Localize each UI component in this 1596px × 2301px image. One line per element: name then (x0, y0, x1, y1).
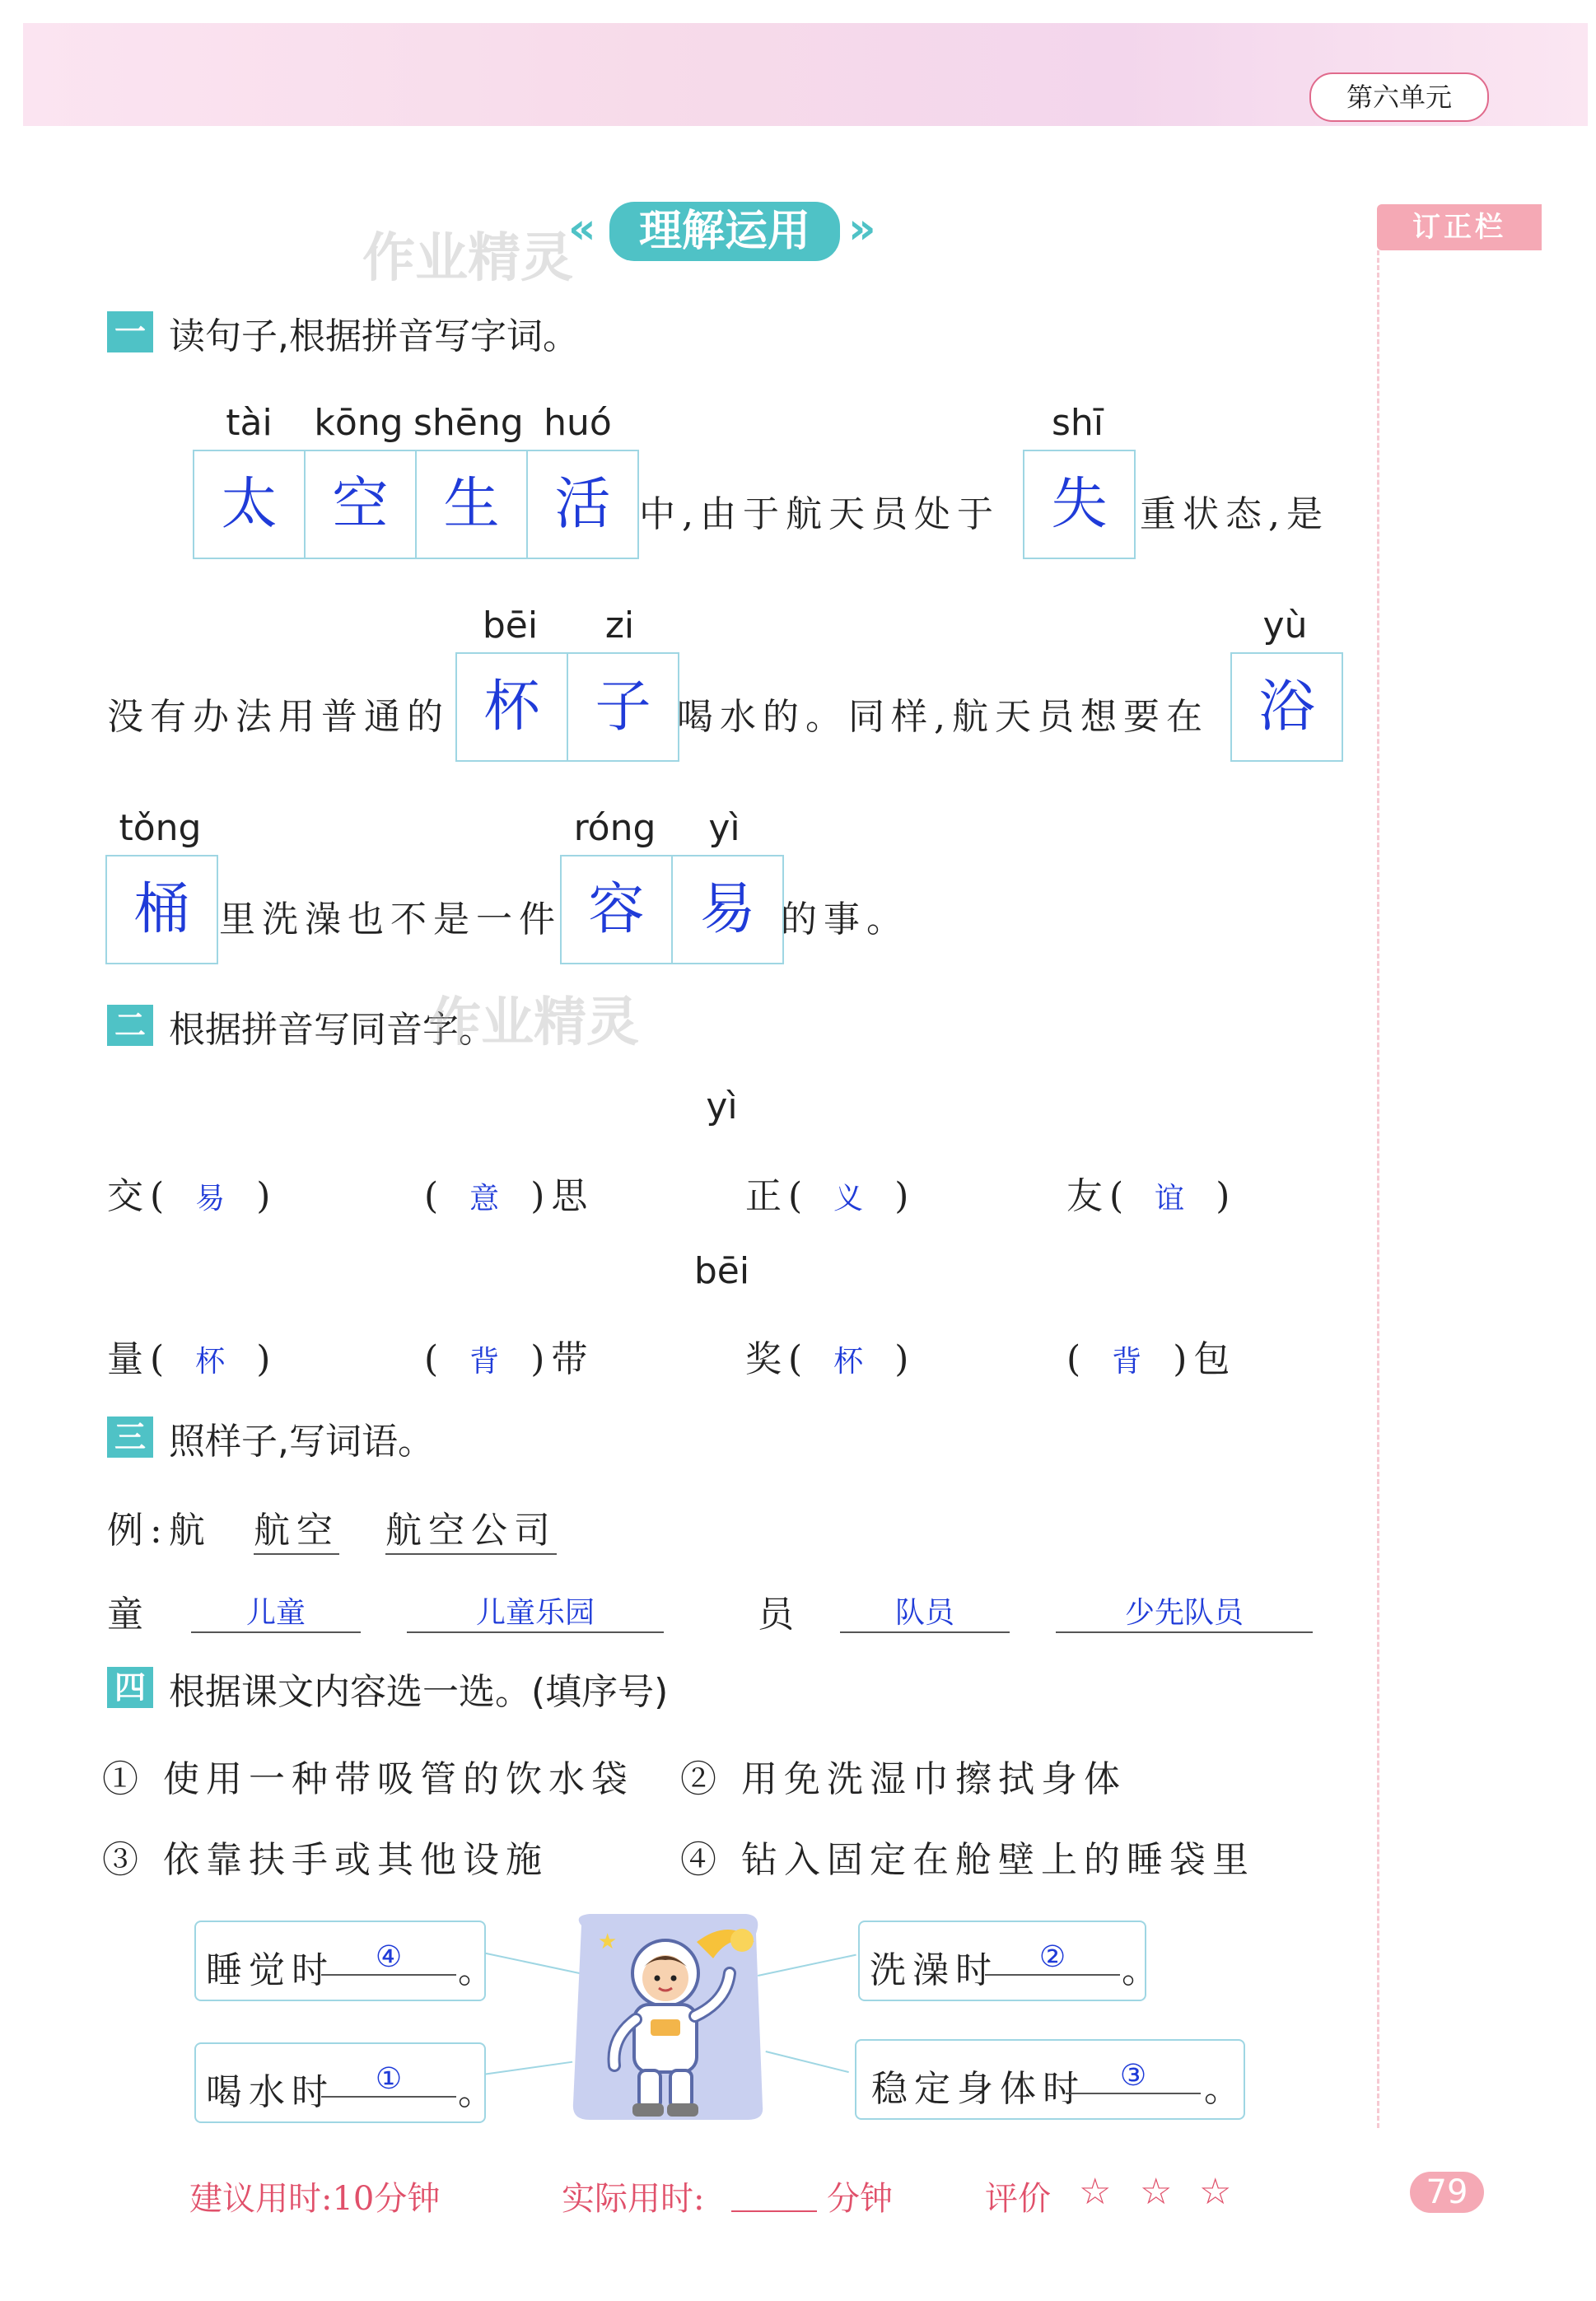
star-icon[interactable]: ☆ (1140, 2171, 1173, 2213)
star-icon[interactable]: ☆ (1199, 2171, 1232, 2213)
q3-number: 三 (107, 1417, 153, 1458)
q2-number: 二 (107, 1005, 153, 1046)
sentence-text: 喝水的。同样,航天员想要在 (677, 696, 1209, 738)
pinyin: shī (1051, 402, 1104, 444)
answer-box-drink (194, 2042, 501, 2123)
homophone-item: ( 背 )带 (424, 1338, 595, 1380)
box-end: 。 (458, 2071, 501, 2113)
actual-time-label: 实际用时: (562, 2180, 705, 2218)
example-word: 航空公司 (385, 1501, 557, 1555)
box-end: 。 (1204, 2068, 1247, 2110)
box-label: 洗澡时 (870, 1949, 998, 1991)
example-word: 航空 (254, 1501, 339, 1555)
homophone-item: 交( 易 ) (107, 1175, 278, 1217)
actual-time-unit: 分钟 (827, 2180, 893, 2218)
pinyin: huó (544, 402, 612, 444)
answer-char[interactable]: 空 (306, 451, 417, 558)
pinyin: yì (706, 1085, 738, 1127)
char-grid (193, 450, 639, 559)
answer-box-sleep (194, 1921, 501, 2001)
astronaut-illustration (565, 1909, 771, 2125)
option-item: ② 用免洗湿巾擦拭身体 (680, 1758, 1127, 1800)
answer-blank[interactable]: ④ (321, 1940, 456, 1976)
page-number: 79 (1410, 2172, 1484, 2213)
answer-char[interactable]: 活 (554, 472, 611, 537)
char-grid (455, 652, 679, 762)
sentence-text: 中,由于航天员处于 (639, 493, 1000, 535)
answer-char[interactable]: 太 (194, 451, 306, 558)
example-label: 例:航 (107, 1510, 212, 1552)
sentence-text: 重状态,是 (1140, 493, 1329, 535)
sentence-text: 的事。 (781, 898, 909, 940)
q4-number: 四 (107, 1667, 153, 1708)
answer[interactable]: 背 (1112, 1345, 1149, 1379)
correction-column-divider (1377, 250, 1379, 2128)
base-char: 员 (758, 1594, 800, 1636)
answer[interactable]: 背 (469, 1345, 506, 1379)
box-label: 喝水时 (206, 2071, 334, 2113)
suggested-time: 建议用时:10分钟 (189, 2180, 441, 2218)
connector-line (758, 1954, 856, 1977)
pinyin: yù (1262, 604, 1308, 646)
box-label: 稳定身体时 (871, 2068, 1085, 2110)
option-item: ③ 依靠扶手或其他设施 (102, 1839, 548, 1881)
answer-box-stabilize (855, 2039, 1245, 2120)
svg-text:★: ★ (598, 1930, 618, 1954)
answer[interactable]: 杯 (195, 1345, 232, 1379)
box-end: 。 (1122, 1949, 1164, 1991)
answer[interactable]: 谊 (1155, 1182, 1192, 1216)
actual-time-blank[interactable] (731, 2210, 817, 2212)
answer-char[interactable]: 容 (562, 856, 673, 963)
pinyin: kōng (314, 402, 404, 444)
left-chevron-icon: « (568, 204, 596, 254)
answer-char[interactable]: 子 (595, 674, 651, 740)
option-item: ① 使用一种带吸管的饮水袋 (102, 1758, 634, 1800)
base-char: 童 (107, 1594, 150, 1636)
homophone-item: 友( 谊 ) (1066, 1175, 1237, 1217)
q3-title: 照样子,写词语。 (169, 1421, 434, 1463)
answer-blank[interactable]: 少先队员 (1056, 1589, 1313, 1633)
q1-title: 读句子,根据拼音写字词。 (169, 315, 579, 357)
homophone-item: 量( 杯 ) (107, 1338, 278, 1380)
homophone-item: 奖( 杯 ) (745, 1338, 916, 1380)
answer-char[interactable]: 桶 (133, 877, 190, 942)
char-grid (1023, 450, 1136, 559)
watermark: 作业精灵 (362, 228, 573, 289)
answer-blank[interactable]: 儿童乐园 (407, 1589, 664, 1633)
answer-char[interactable]: 杯 (457, 654, 568, 760)
correction-tab: 订正栏 (1377, 204, 1542, 250)
answer-char[interactable]: 生 (417, 451, 528, 558)
answer-box-bath (858, 1921, 1164, 2001)
q2-title: 根据拼音写同音字。 (169, 1009, 495, 1051)
option-item: ④ 钻入固定在舱壁上的睡袋里 (680, 1839, 1255, 1881)
pinyin: tài (226, 402, 273, 444)
connector-line (766, 2051, 849, 2073)
star-icon[interactable]: ☆ (1079, 2171, 1112, 2213)
pinyin: shēng (413, 402, 524, 444)
answer-char[interactable]: 失 (1051, 472, 1108, 537)
answer[interactable]: 易 (195, 1182, 232, 1216)
rating-label: 评价 (985, 2180, 1051, 2218)
answer-blank[interactable]: 队员 (840, 1589, 1010, 1633)
box-end: 。 (458, 1949, 501, 1991)
pinyin: bēi (482, 604, 539, 646)
char-grid (560, 855, 784, 964)
pinyin: róng (573, 807, 656, 849)
answer-char[interactable]: 浴 (1258, 674, 1315, 740)
answer[interactable]: 义 (833, 1182, 870, 1216)
answer-blank[interactable]: ③ (1066, 2059, 1201, 2094)
watermark: 作业精灵 (428, 992, 639, 1053)
sentence-text: 没有办法用普通的 (107, 696, 450, 738)
q4-title: 根据课文内容选一选。(填序号) (169, 1671, 669, 1713)
homophone-item: ( 背 )包 (1066, 1338, 1237, 1380)
pinyin: zi (604, 604, 635, 646)
right-chevron-icon: » (848, 204, 876, 254)
pinyin: yì (708, 807, 740, 849)
pinyin: bēi (693, 1250, 750, 1292)
pinyin: tǒng (119, 807, 202, 849)
char-grid (1230, 652, 1343, 762)
answer-char[interactable]: 易 (699, 877, 756, 942)
answer-blank[interactable]: 儿童 (191, 1589, 361, 1633)
answer-blank[interactable]: ② (985, 1940, 1120, 1976)
answer[interactable]: 意 (469, 1182, 506, 1216)
box-label: 睡觉时 (206, 1949, 334, 1991)
section-banner: 理解运用 (609, 202, 840, 261)
char-grid (105, 855, 218, 964)
answer-blank[interactable]: ① (321, 2062, 456, 2098)
sentence-text: 里洗澡也不是一件 (219, 898, 562, 940)
answer[interactable]: 杯 (833, 1345, 870, 1379)
homophone-item: 正( 义 ) (745, 1175, 916, 1217)
unit-label: 第六单元 (1309, 72, 1489, 122)
q1-number: 一 (107, 311, 153, 352)
homophone-item: ( 意 )思 (424, 1175, 595, 1217)
